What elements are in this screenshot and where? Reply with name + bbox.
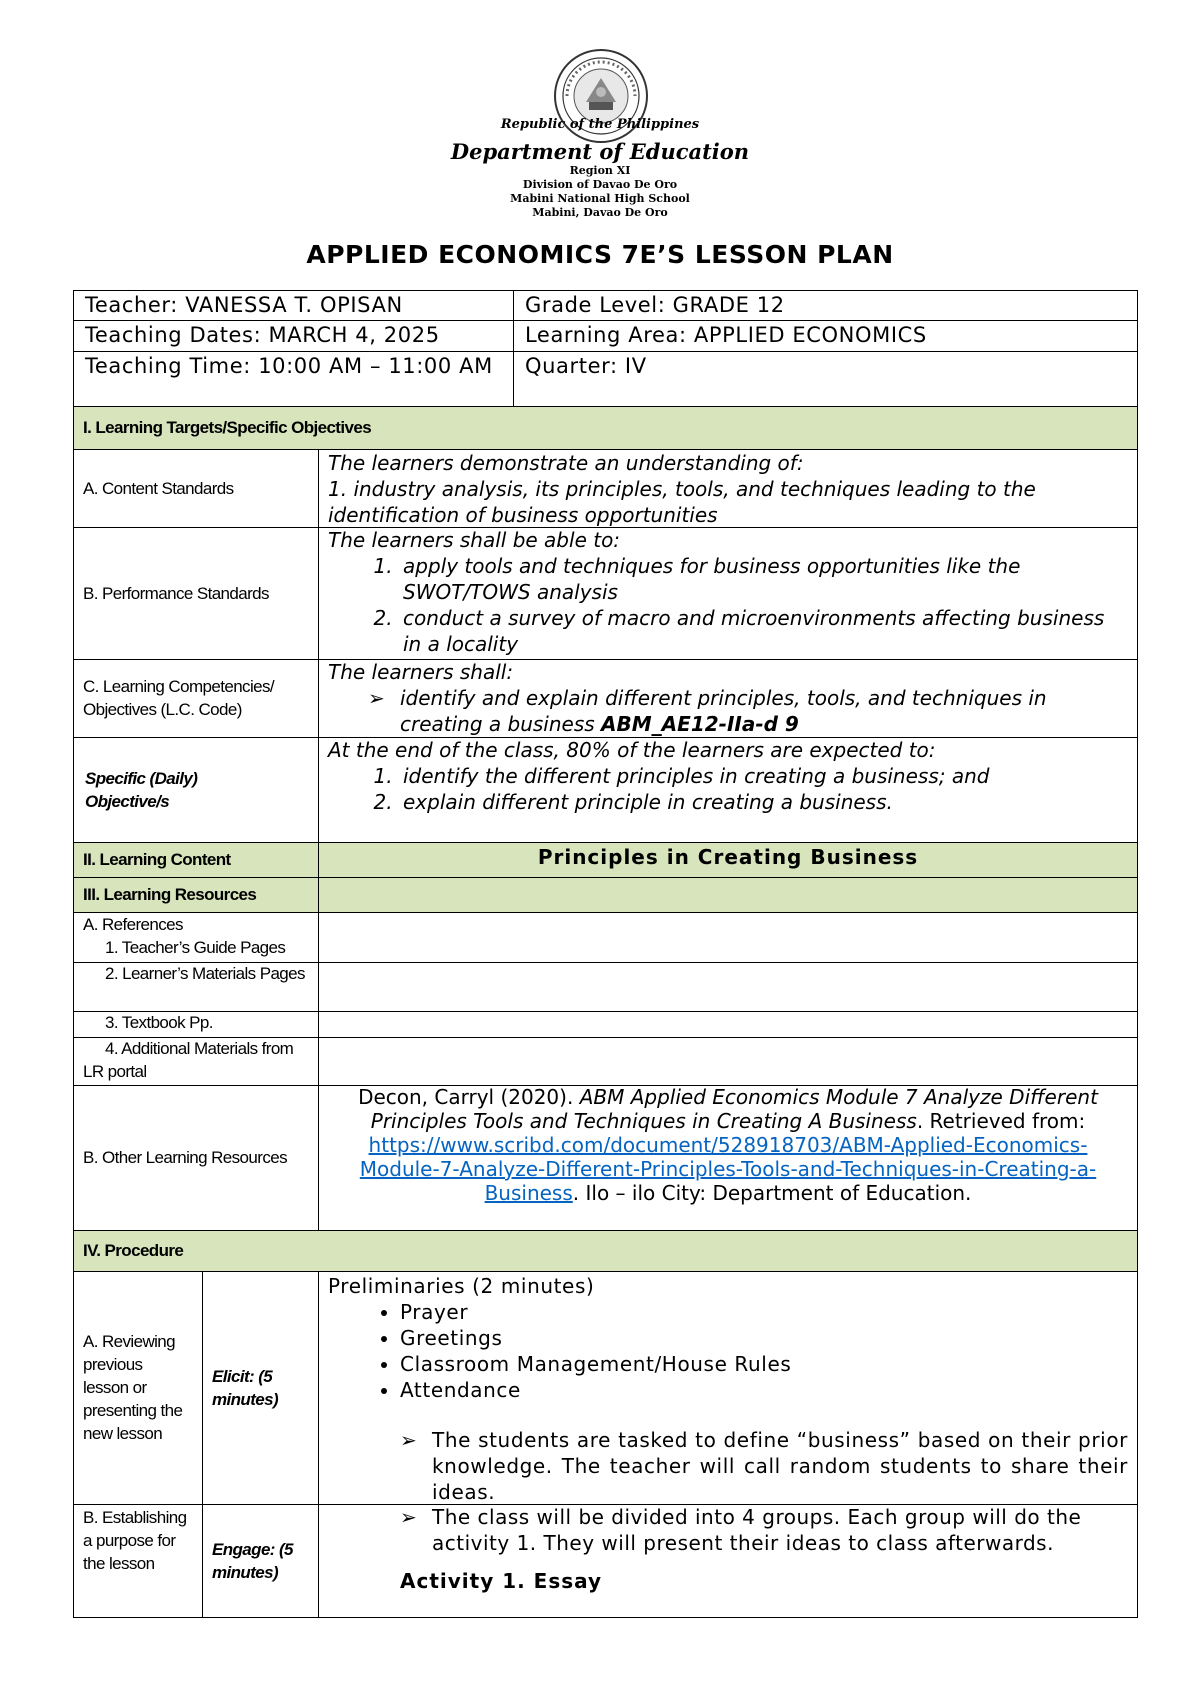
region-header: Region XI <box>569 164 631 177</box>
specific-objectives-label: Specific (Daily) Objective/s <box>85 768 198 811</box>
quarter-field: Quarter: IV <box>525 354 647 378</box>
section-1-title: I. Learning Targets/Specific Objectives <box>83 418 372 437</box>
performance-standards-text: The learners shall be able to: 1. apply tools and techniques for business opportunities like the SWOT/TOWS analysis 2. conduct a survey of macro and microenvironments affecting business in a locality <box>318 527 1138 659</box>
specific-objectives-text: At the end of the class, 80% of the learners are expected to: 1. identify the different principles in creating a business; and 2. explain different principle in creating a business. <box>318 737 1138 842</box>
procedure-b-content: ➢ The class will be divided into 4 groups. Each group will do the activity 1. They will present their ideas to class afterwards. Activity 1. Essay <box>318 1504 1138 1618</box>
learning-competencies-label: C. Learning Competencies/ Objectives (L.C. Code) <box>83 677 275 719</box>
grade-level-field: Grade Level: GRADE 12 <box>525 293 785 317</box>
other-resources-text: Decon, Carryl (2020). ABM Applied Economics Module 7 Analyze Different Principles Tools and Techniques in Creating A Business. Retrieved from: https://www.scribd.com/document/528918703/ABM-Applied-Economics-Module-7-Analyze-Different-Principles-Tools-and-Techniques-in-Creating-a-Business. Ilo – ilo City: Department of Education. <box>358 1085 1098 1205</box>
page-title: APPLIED ECONOMICS 7E’S LESSON PLAN <box>306 240 894 269</box>
address-header: Mabini, Davao De Oro <box>532 206 668 219</box>
learning-content-text: Principles in Creating Business <box>537 845 919 869</box>
performance-standards-label: B. Performance Standards <box>83 583 269 603</box>
content-standards-label: A. Content Standards <box>83 478 234 498</box>
other-resources-label: B. Other Learning Resources <box>83 1148 287 1167</box>
school-header: Mabini National High School <box>510 192 690 205</box>
section-3-title: III. Learning Resources <box>83 884 257 904</box>
procedure-b-label: B. Establishing a purpose for the lesson <box>83 1508 187 1573</box>
activity-title: Activity 1. Essay <box>400 1569 603 1593</box>
resource-link[interactable]: https://www.scribd.com/document/528918703/ABM-Applied-Economics-Module-7-Analyze-Different-Principles-Tools-and-Techniques-in-Creating-a-Business <box>359 1133 1097 1205</box>
textbook-label: 3. Textbook Pp. <box>105 1013 213 1032</box>
procedure-a-content: Preliminaries (2 minutes) • Prayer • Greetings • Classroom Management/House Rules • Attendance ➢ The students are tasked to define “business” based on their prior knowledge. The teacher will call random students to share their ideas. <box>318 1271 1138 1504</box>
content-standards-text: The learners demonstrate an understanding of: 1. industry analysis, its principles, tools, and techniques leading to the identification of business opportunities <box>328 451 1036 527</box>
learning-competencies-text: The learners shall: ➢ identify and explain different principles, tools, and techniques in creating a business ABM_AE12-IIa-d 9 <box>318 659 1138 737</box>
procedure-b-phase: Engage: (5 minutes) <box>212 1540 293 1582</box>
procedure-a-label: A. Reviewing previous lesson or presenting the new lesson <box>83 1332 183 1443</box>
republic-header: Republic of the Philippines <box>500 117 700 132</box>
division-header: Division of Davao De Oro <box>522 178 678 191</box>
section-4-title: IV. Procedure <box>83 1241 184 1260</box>
section-2-title: II. Learning Content <box>83 850 231 869</box>
teacher-field: Teacher: VANESSA T. OPISAN <box>85 293 403 317</box>
teaching-time-field: Teaching Time: 10:00 AM – 11:00 AM <box>85 354 493 378</box>
references-label: A. References 1. Teacher’s Guide Pages <box>83 915 286 957</box>
learning-area-field: Learning Area: APPLIED ECONOMICS <box>525 323 927 347</box>
additional-materials-label: 4. Additional Materials from LR portal <box>83 1039 294 1081</box>
department-header: Department of Education <box>450 139 750 164</box>
learners-materials-label: 2. Learner’s Materials Pages <box>105 964 305 983</box>
procedure-a-phase: Elicit: (5 minutes) <box>212 1366 279 1409</box>
teaching-dates-field: Teaching Dates: MARCH 4, 2025 <box>85 323 440 347</box>
